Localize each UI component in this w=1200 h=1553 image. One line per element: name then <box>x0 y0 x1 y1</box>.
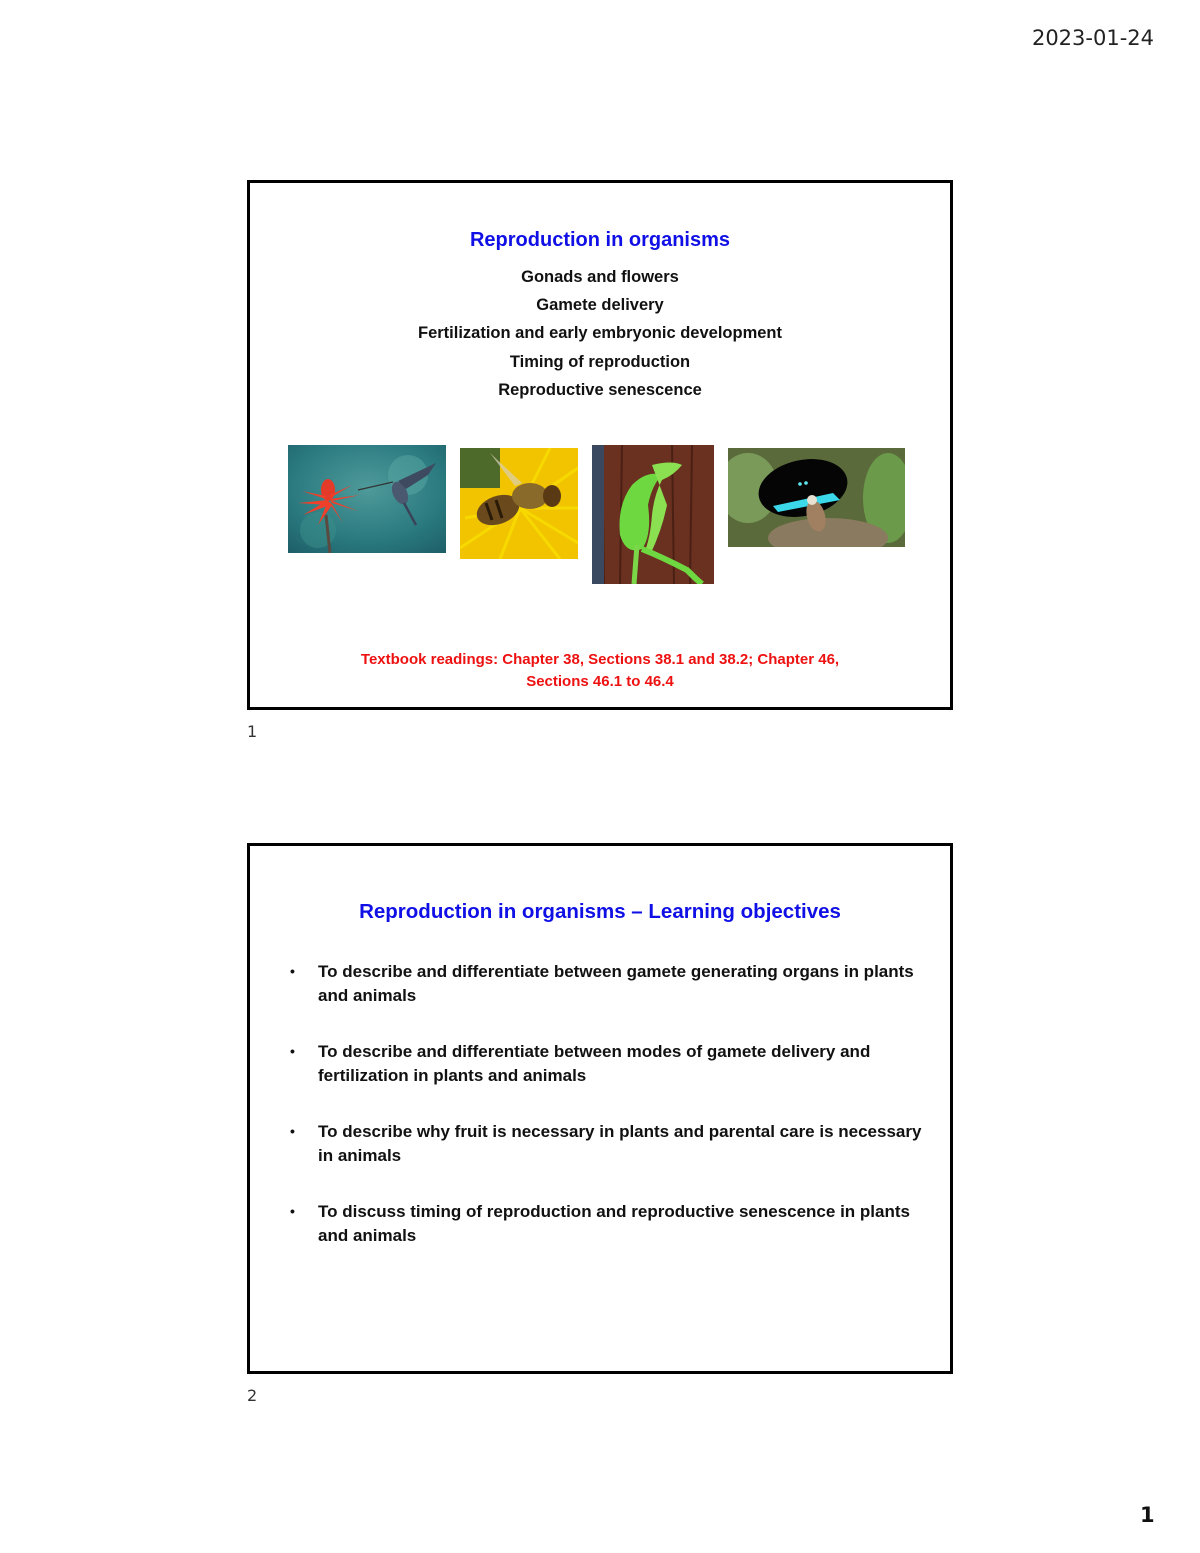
slide-2-number: 2 <box>247 1386 258 1405</box>
slide-2-title: Reproduction in organisms – Learning objectives <box>359 900 841 923</box>
bird-of-paradise-photo <box>728 448 905 547</box>
objective-item <box>290 1120 930 1167</box>
anole-lizards-photo <box>592 445 714 584</box>
slide-1-title: Reproduction in organisms <box>469 229 731 251</box>
objective-text: To describe and differentiate between modes of gamete delivery and fertilization in plants and animals <box>318 1042 871 1085</box>
slide-2 <box>247 843 953 1374</box>
hummingbird-photo <box>288 445 446 553</box>
topic-item: Timing of reproduction <box>509 352 691 371</box>
objective-text: To discuss timing of reproduction and reproductive senescence in plants and animals <box>318 1202 910 1245</box>
objective-item <box>290 1040 930 1087</box>
page-number: 1 <box>1140 1503 1155 1527</box>
objective-item <box>290 960 930 1007</box>
bullet-icon: • <box>290 963 295 979</box>
topic-item: Fertilization and early embryonic development <box>417 324 782 343</box>
objective-text: To describe why fruit is necessary in plants and parental care is necessary in animals <box>318 1122 922 1165</box>
readings-line-1: Textbook readings: Chapter 38, Sections 38.1 and 38.2; Chapter 46, <box>360 651 840 668</box>
objectives-list <box>290 960 930 1280</box>
bullet-icon: • <box>290 1203 295 1219</box>
bullet-icon: • <box>290 1043 295 1059</box>
objective-text: To describe and differentiate between gamete generating organs in plants and animals <box>318 962 914 1005</box>
honeybee-photo <box>460 448 578 559</box>
objective-item <box>290 1200 930 1247</box>
textbook-readings <box>290 649 910 693</box>
topic-item: Gamete delivery <box>536 296 664 315</box>
header-date: 2023-01-24 <box>1031 26 1154 50</box>
topic-item: Reproductive senescence <box>498 380 702 399</box>
slide-1 <box>247 180 953 710</box>
topic-item: Gonads and flowers <box>521 268 679 286</box>
readings-line-2: Sections 46.1 to 46.4 <box>526 673 674 690</box>
slide-1-number: 1 <box>247 722 258 741</box>
bullet-icon: • <box>290 1123 295 1139</box>
topic-list <box>250 263 950 404</box>
